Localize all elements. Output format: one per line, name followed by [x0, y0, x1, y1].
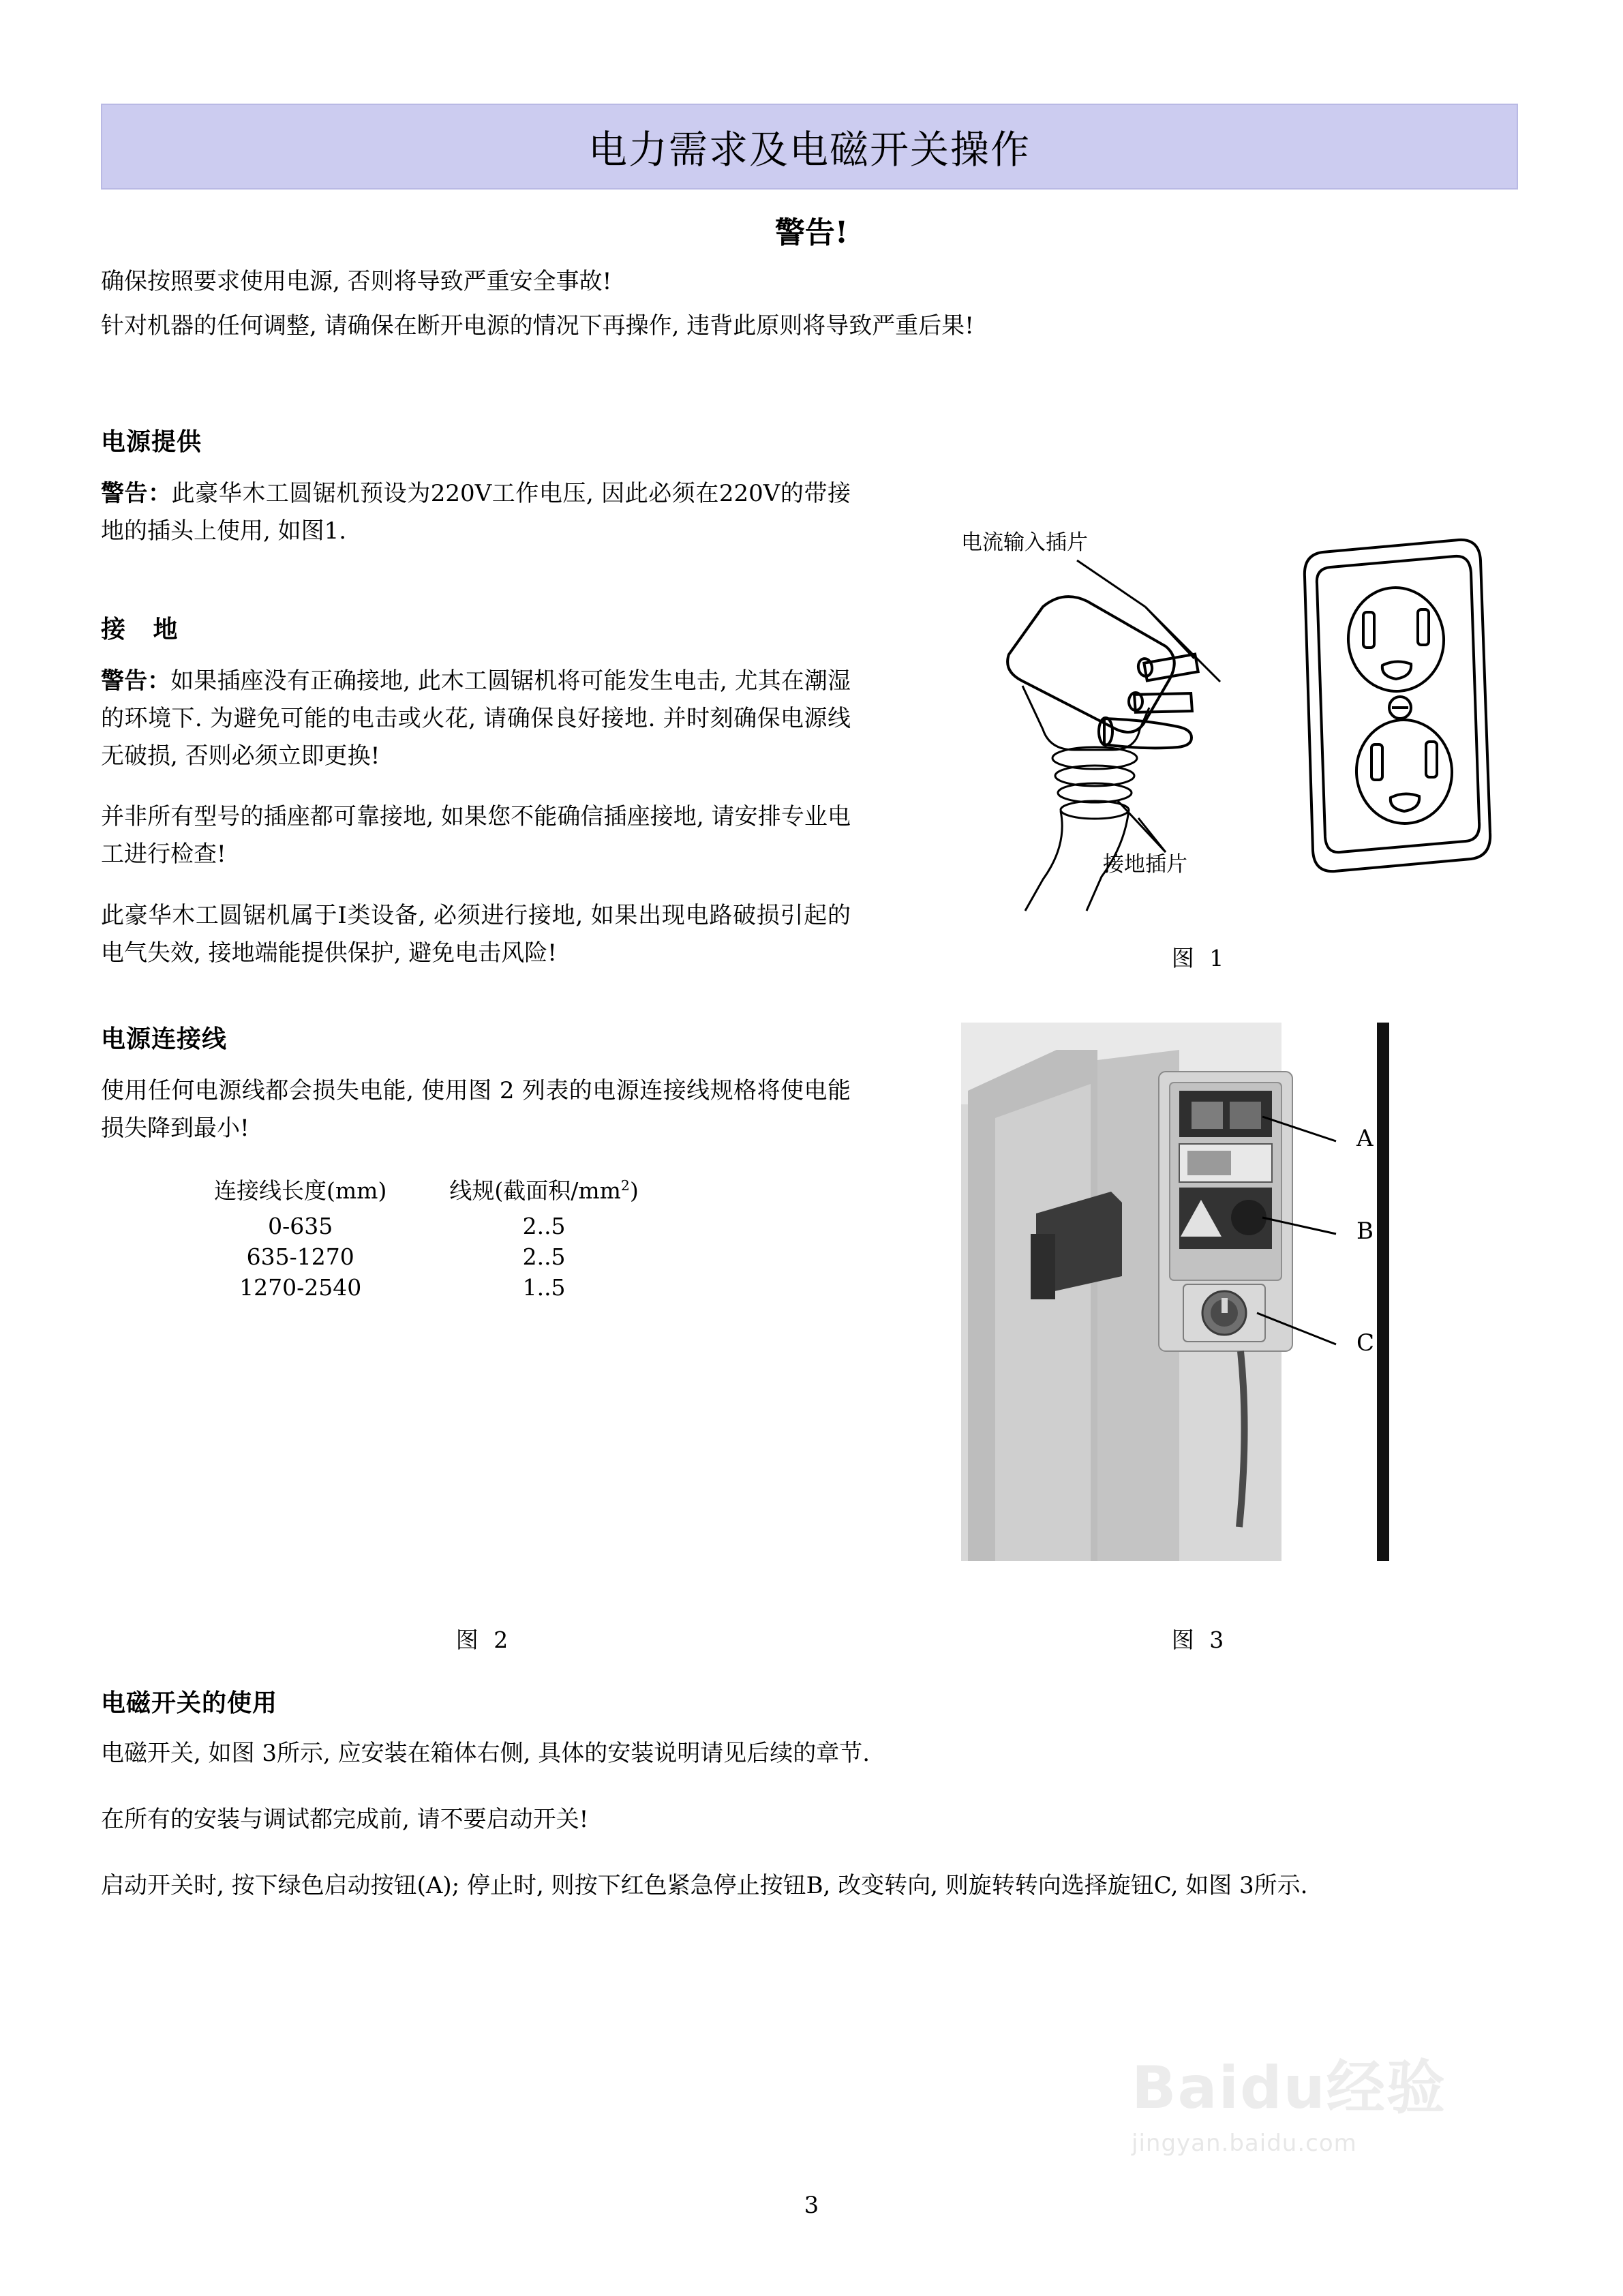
page-number: 3 [804, 2192, 819, 2219]
table-header-gauge-sup: 2 [620, 1177, 630, 1194]
left-column [101, 423, 851, 1303]
paragraph-grounding-1-text: 如果插座没有正确接地, 此木工圆锯机将可能发生电击, 尤其在潮湿的环境下. 为避免可能的电击或火花, 请确保良好接地. 并时刻确保电源线无破损, 否则必须立即更换! [101, 667, 851, 770]
warning-heading: 警告! [774, 215, 849, 250]
paragraph-switch-usage-2: 在所有的安装与调试都完成前, 请不要启动开关! [101, 1806, 589, 1834]
table-header-gauge-text: 线规(截面积/mm [449, 1177, 621, 1204]
paragraph-grounding-1-bold: 警告： [101, 667, 171, 695]
table-header-row [183, 1170, 670, 1211]
figure-3-callout-b: B [1356, 1218, 1374, 1245]
figure-3-callout-c: C [1356, 1329, 1375, 1357]
table-row [183, 1211, 670, 1241]
section-heading-switch-usage: 电磁开关的使用 [101, 1689, 278, 1717]
watermark-sub: jingyan.baidu.com [1132, 2130, 1357, 2157]
table-header-gauge-tail: ) [629, 1177, 639, 1204]
figure-1-label-ground-blade: 接地插片 [1103, 852, 1187, 877]
wire-gauge-table [183, 1170, 670, 1303]
figure-1 [941, 525, 1520, 948]
page-title: 电力需求及电磁开关操作 [588, 127, 1031, 172]
table-row [183, 1272, 670, 1303]
cell-gauge: 2..5 [522, 1212, 566, 1239]
cell-length: 1270-2540 [239, 1273, 362, 1301]
cell-gauge: 2..5 [522, 1243, 566, 1270]
paragraph-power-supply-bold: 警告： [101, 480, 172, 507]
table-header-gauge [418, 1170, 669, 1211]
figure-3-photo [954, 1009, 1513, 1568]
switch-usage-section [101, 1684, 1515, 1933]
paragraph-switch-usage-3: 启动开关时, 按下绿色启动按钮(A); 停止时, 则按下红色紧急停止按钮B, 改变转向, 则旋转转向选择旋钮C, 如图 3所示. [101, 1872, 1308, 1900]
figure-2-caption: 图 2 [455, 1627, 513, 1653]
table-header-length: 连接线长度(mm) [214, 1177, 387, 1204]
figure-3 [954, 1009, 1513, 1568]
cell-gauge: 1..5 [522, 1273, 566, 1301]
page-title-banner [101, 104, 1518, 190]
warning-line-2: 针对机器的任何调整, 请确保在断开电源的情况下再操作, 违背此原则将导致严重后果! [101, 312, 974, 339]
table-row [183, 1241, 670, 1272]
figure-1-caption: 图 1 [1171, 945, 1228, 971]
paragraph-power-cord: 使用任何电源线都会损失电能, 使用图 2 列表的电源连接线规格将使电能损失降到最小! [101, 1076, 851, 1142]
section-heading-grounding: 接 地 [101, 615, 187, 644]
warning-line-1: 确保按照要求使用电源, 否则将导致严重安全事故! [101, 268, 612, 295]
figure-1-drawing [941, 525, 1520, 948]
paragraph-power-supply [101, 475, 851, 550]
watermark [1132, 2054, 1568, 2202]
figure-3-caption: 图 3 [1171, 1627, 1228, 1653]
section-heading-power-cord: 电源连接线 [101, 1024, 228, 1053]
cell-length: 635-1270 [246, 1243, 354, 1270]
figure-3-callout-a: A [1356, 1125, 1374, 1152]
paragraph-switch-usage-1: 电磁开关, 如图 3所示, 应安装在箱体右侧, 具体的安装说明请见后续的章节. [101, 1740, 870, 1767]
watermark-main: Baidu经验 [1132, 2054, 1446, 2122]
figure-1-label-input-blade: 电流输入插片 [961, 530, 1088, 555]
section-heading-power-supply: 电源提供 [101, 427, 202, 456]
paragraph-grounding-1 [101, 663, 851, 775]
paragraph-power-supply-text: 此豪华木工圆锯机预设为220V工作电压, 因此必须在220V的带接地的插头上使用, 如图1. [101, 480, 851, 545]
paragraph-grounding-3: 此豪华木工圆锯机属于Ⅰ类设备, 必须进行接地, 如果出现电路破损引起的电气失效, 接地端能提供保护, 避免电击风险! [101, 901, 851, 967]
paragraph-grounding-2: 并非所有型号的插座都可靠接地, 如果您不能确信插座接地, 请安排专业电工进行检查! [101, 803, 851, 868]
cell-length: 0-635 [268, 1212, 333, 1239]
